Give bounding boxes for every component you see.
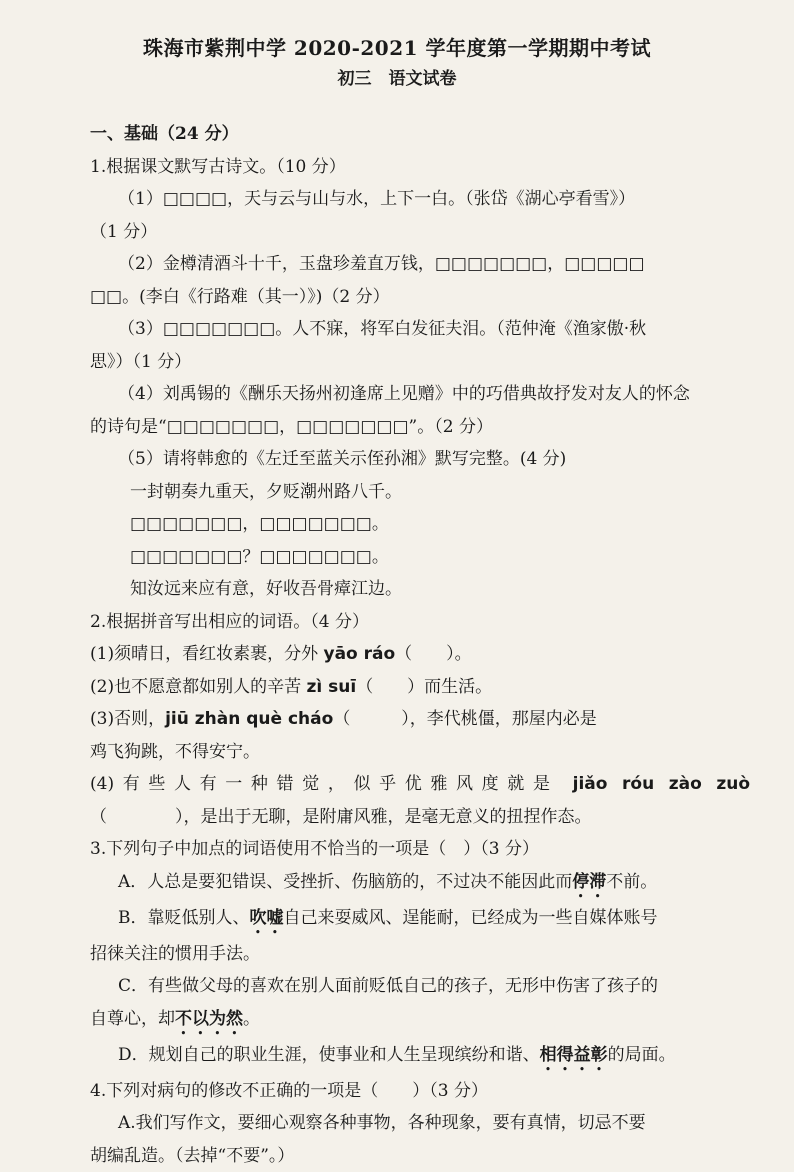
text-line: C．有些做父母的喜欢在别人面前贬低自己的孩子，无形中伤害了孩子的 xyxy=(90,970,750,1003)
exam-content xyxy=(90,118,750,1172)
text-line xyxy=(90,1003,750,1039)
text-line: 知汝远来应有意，好收吾骨瘴江边。 xyxy=(90,573,750,606)
text-span: （ ），李代桃僵，那屋内必是 xyxy=(333,709,597,729)
text-line xyxy=(90,1039,750,1075)
text-span: A．人总是要犯错误、受挫折、伤脑筋的，不过决不能因此而 xyxy=(118,872,572,892)
text-line: （5）请将韩愈的《左迁至蓝关示侄孙湘》默写完整。(4 分) xyxy=(90,443,750,476)
text-span: (4)有些人有一种错觉，似乎优雅风度就是 xyxy=(90,774,573,794)
text-line: □□□□□□□？□□□□□□□。 xyxy=(90,541,750,574)
text-line: 招徕关注的惯用手法。 xyxy=(90,938,750,971)
text-span: 的局面。 xyxy=(608,1045,676,1065)
pinyin-text: jiǎo róu zào zuò xyxy=(573,774,750,794)
dotted-word: 吹嘘 xyxy=(250,908,284,928)
pinyin-text: jiū zhàn què cháo xyxy=(165,709,333,729)
text-line: 鸡飞狗跳，不得安宁。 xyxy=(90,736,750,769)
text-line: （ ），是出于无聊，是附庸风雅，是毫无意义的扭捏作态。 xyxy=(90,801,750,834)
text-span: （ ）。 xyxy=(395,644,472,664)
text-line: （1）□□□□，天与云与山与水，上下一白。（张岱《湖心亭看雪》） xyxy=(90,183,750,216)
dotted-word: 停滞 xyxy=(572,872,606,892)
text-line: 思》）（1 分） xyxy=(90,346,750,379)
text-line: 2.根据拼音写出相应的词语。（4 分） xyxy=(90,606,750,639)
text-line: （4）刘禹锡的《酬乐天扬州初逢席上见赠》中的巧借典故抒发对友人的怀念 xyxy=(90,378,750,411)
text-span: D．规划自己的职业生涯，使事业和人生呈现缤纷和谐、 xyxy=(118,1045,540,1065)
text-line: 一封朝奏九重天，夕贬潮州路八千。 xyxy=(90,476,750,509)
text-line: （2）金樽清酒斗十千，玉盘珍羞直万钱，□□□□□□□，□□□□□ xyxy=(90,248,750,281)
dotted-word: 相得益彰 xyxy=(540,1045,608,1065)
text-line: A.我们写作文，要细心观察各种事物，各种现象，要有真情，切忌不要 xyxy=(90,1107,750,1140)
text-line: 3.下列句子中加点的词语使用不恰当的一项是（ ）（3 分） xyxy=(90,833,750,866)
text-span: （ ）而生活。 xyxy=(356,677,492,697)
text-line xyxy=(90,768,750,801)
text-span: 自己来耍威风、逞能耐，已经成为一些自媒体账号 xyxy=(284,908,658,928)
text-span: 自尊心，却 xyxy=(90,1009,175,1029)
text-line xyxy=(90,902,750,938)
text-span: (2)也不愿意都如别人的辛苦 xyxy=(90,677,306,697)
text-line: □□。(李白《行路难（其一）》)（2 分） xyxy=(90,281,750,314)
text-line: 的诗句是“□□□□□□□，□□□□□□□”。（2 分） xyxy=(90,411,750,444)
pinyin-text: yāo ráo xyxy=(323,644,395,664)
text-line: 1.根据课文默写古诗文。（10 分） xyxy=(90,151,750,184)
text-line: 一、基础（24 分） xyxy=(90,118,750,151)
text-span: (1)须晴日，看红妆素裹，分外 xyxy=(90,644,323,664)
text-line xyxy=(90,866,750,902)
dotted-word: 不以为然 xyxy=(175,1009,243,1029)
text-line xyxy=(90,671,750,704)
text-line: （1 分） xyxy=(90,216,750,249)
text-line: （3）□□□□□□□。人不寐，将军白发征夫泪。（范仲淹《渔家傲·秋 xyxy=(90,313,750,346)
text-line xyxy=(90,703,750,736)
text-line xyxy=(90,638,750,671)
text-span: 。 xyxy=(243,1009,260,1029)
text-span: (3)否则， xyxy=(90,709,165,729)
exam-title: 珠海市紫荆中学 2020-2021 学年度第一学期期中考试 xyxy=(0,32,794,61)
text-span: B．靠贬低别人、 xyxy=(118,908,250,928)
text-line: 胡编乱造。（去掉“不要”。） xyxy=(90,1140,750,1172)
text-line: □□□□□□□，□□□□□□□。 xyxy=(90,508,750,541)
exam-subtitle: 初三 语文试卷 xyxy=(0,64,794,89)
text-span: 不前。 xyxy=(606,872,657,892)
pinyin-text: zì suī xyxy=(306,677,356,697)
text-line: 4.下列对病句的修改不正确的一项是（ ）（3 分） xyxy=(90,1075,750,1108)
